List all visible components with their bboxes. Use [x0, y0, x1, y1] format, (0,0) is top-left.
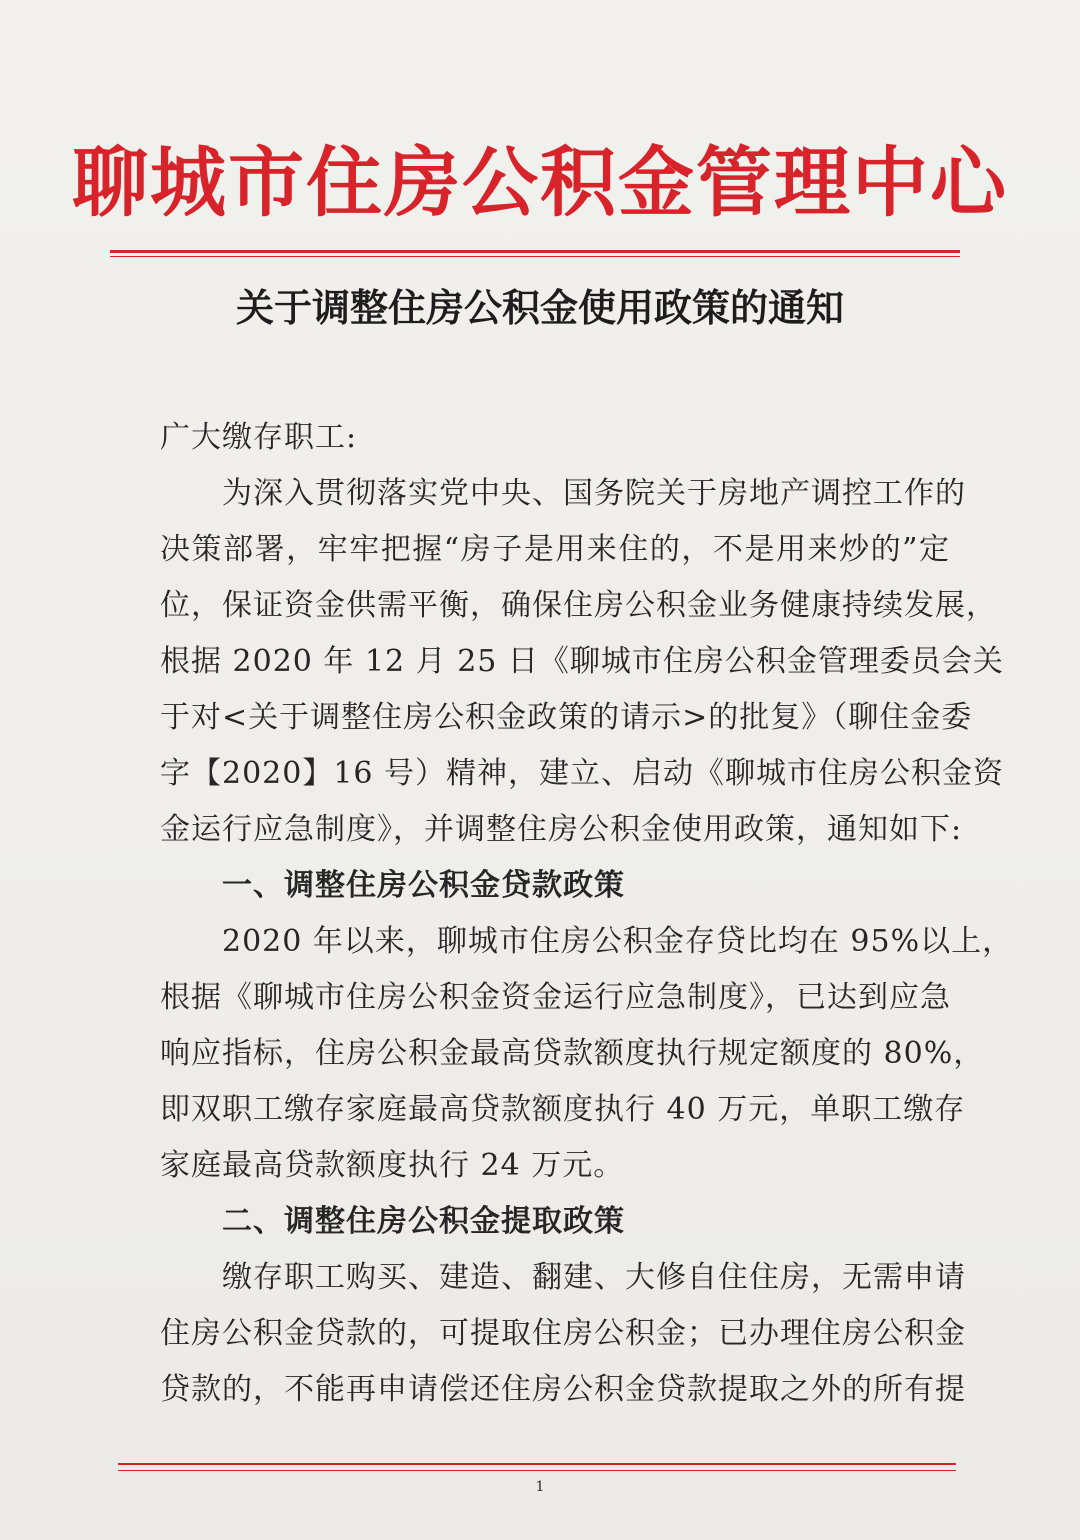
- paragraph-line: 即双职工缴存家庭最高贷款额度执行 40 万元，单职工缴存: [160, 1092, 966, 1127]
- paragraph-line: 住房公积金贷款的，可提取住房公积金；已办理住房公积金: [160, 1316, 966, 1351]
- header-red-rule-thin: [110, 256, 960, 257]
- paragraph-line: 金运行应急制度》，并调整住房公积金使用政策，通知如下:: [160, 812, 963, 847]
- notice-title: 关于调整住房公积金使用政策的通知: [235, 285, 844, 330]
- header-red-rule: [110, 250, 960, 253]
- paragraph-line: 字【2020】16 号）精神，建立、启动《聊城市住房公积金资: [160, 756, 1005, 791]
- notice-body: [160, 410, 1014, 1418]
- paragraph-line: 缴存职工购买、建造、翻建、大修自住住房，无需申请: [222, 1260, 966, 1295]
- section-heading-withdrawal-policy: 二、调整住房公积金提取政策: [222, 1204, 625, 1239]
- paragraph-line: 根据《聊城市住房公积金资金运行应急制度》，已达到应急: [160, 980, 951, 1015]
- footer-red-rule-thin: [118, 1470, 956, 1471]
- paragraph-line: 于对<关于调整住房公积金政策的请示>的批复》（聊住金委: [160, 700, 973, 735]
- section-heading-loan-policy: 一、调整住房公积金贷款政策: [222, 868, 625, 903]
- paragraph-line: 响应指标，住房公积金最高贷款额度执行规定额度的 80%，: [160, 1036, 985, 1071]
- paragraph-line: 为深入贯彻落实党中央、国务院关于房地产调控工作的: [222, 476, 966, 511]
- paragraph-line: 贷款的，不能再申请偿还住房公积金贷款提取之外的所有提: [160, 1372, 966, 1407]
- footer-red-rule: [118, 1463, 956, 1465]
- salutation: 广大缴存职工:: [160, 420, 358, 455]
- paragraph-line: 2020 年以来，聊城市住房公积金存贷比均在 95%以上，: [222, 924, 1014, 959]
- page-number: 1: [535, 1479, 545, 1495]
- paragraph-line: 决策部署，牢牢把握“房子是用来住的，不是用来炒的”定: [160, 532, 950, 567]
- paragraph-line: 根据 2020 年 12 月 25 日《聊城市住房公积金管理委员会关: [160, 644, 1004, 679]
- paragraph-line: 位，保证资金供需平衡，确保住房公积金业务健康持续发展，: [160, 588, 997, 623]
- issuing-organization-heading: 聊城市住房公积金管理中心: [72, 138, 1008, 227]
- paragraph-line: 家庭最高贷款额度执行 24 万元。: [160, 1148, 625, 1183]
